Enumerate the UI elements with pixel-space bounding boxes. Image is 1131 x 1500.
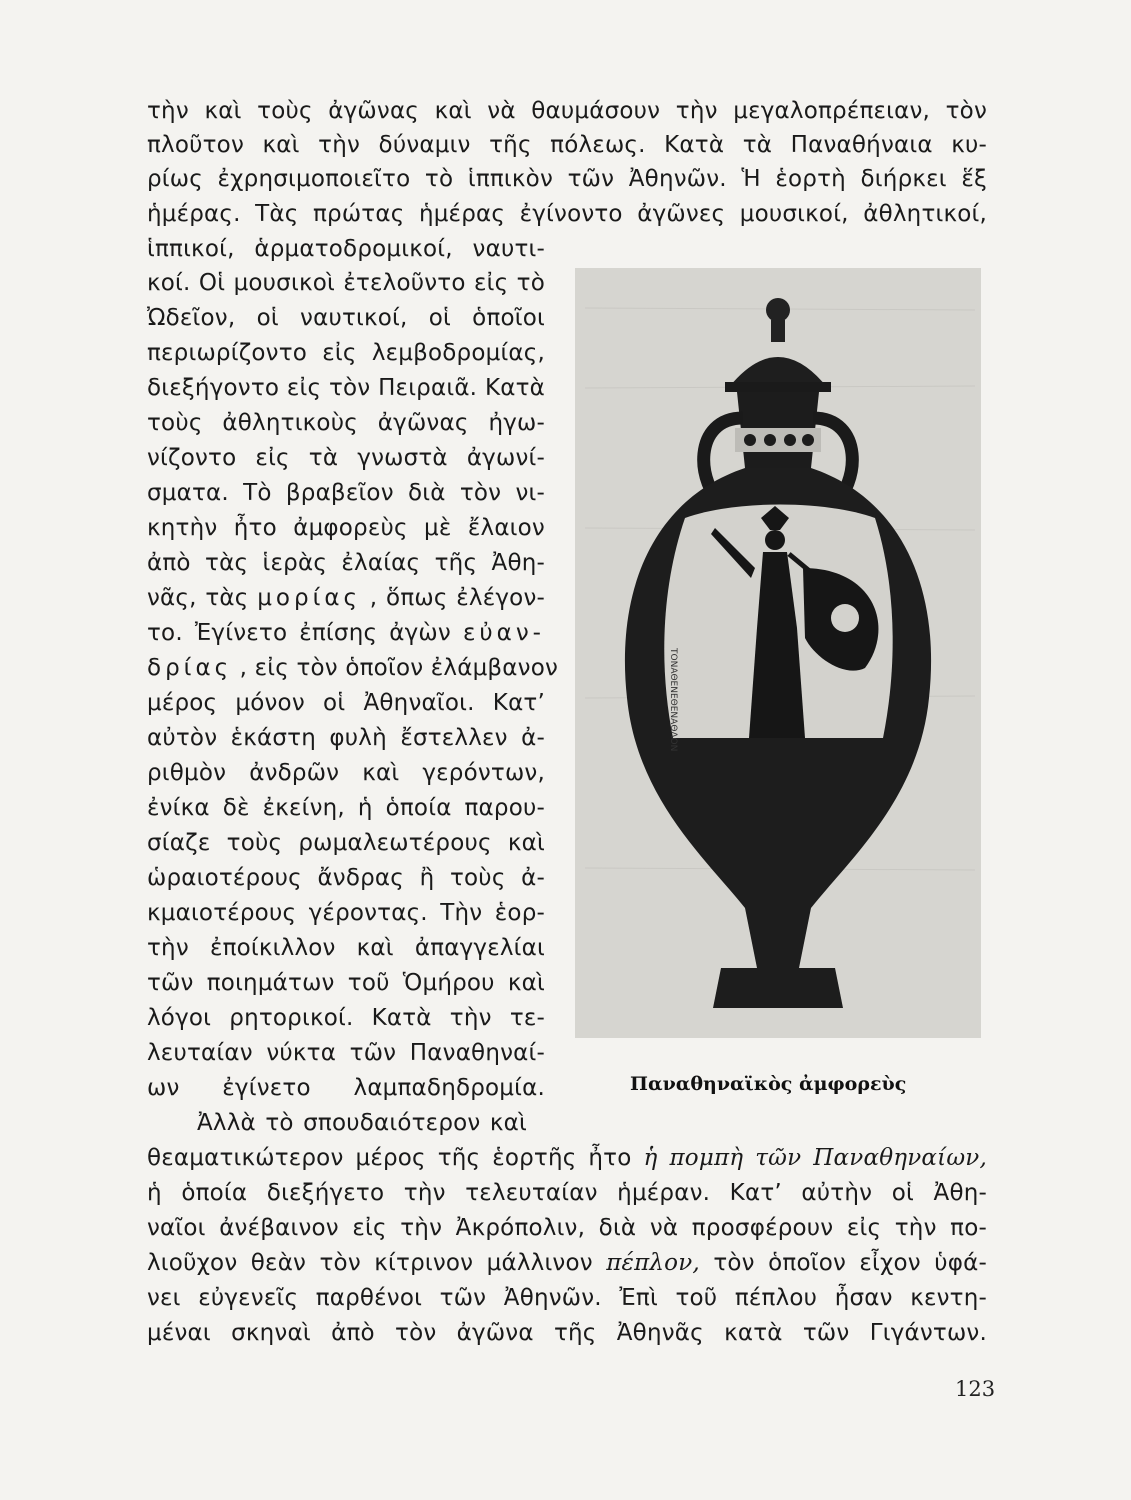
text-line: τὴν καὶ τοὺς ἀγῶνας καὶ νὰ θαυμάσουν τὴν μεγαλοπρέπειαν, τὸν (147, 98, 987, 124)
text-line: περιωρίζοντο εἰς λεμβοδρομίας, (147, 340, 545, 366)
figure-caption: Παναθηναϊκὸς ἀμφορεὺς (630, 1073, 907, 1095)
text-line: ἡ ὁποία διεξήγετο τὴν τελευταίαν ἡμέραν. Κατ’ αὐτὴν οἱ Ἀθη- (147, 1180, 987, 1206)
text-line: τῶν ποιημάτων τοῦ Ὁμήρου καὶ (147, 970, 545, 996)
text-line (147, 653, 559, 683)
text-line: Ἀλλὰ τὸ σπουδαιότερον καὶ (197, 1110, 527, 1136)
text-line: ἡμέρας. Τὰς πρώτας ἡμέρας ἐγίνοντο ἀγῶνες μουσικοί, ἀθλητικοί, (147, 201, 987, 227)
text-line: νει εὐγενεῖς παρθένοι τῶν Ἀθηνῶν. Ἐπὶ τοῦ πέπλου ἦσαν κεντη- (147, 1285, 987, 1311)
spaced-term: εὐαν- (462, 620, 545, 646)
text-segment: θεαματικώτερον μέρος τῆς ἑορτῆς ἦτο (147, 1145, 632, 1171)
text-line: πλοῦτον καὶ τὴν δύναμιν τῆς πόλεως. Κατὰ τὰ Παναθήναια κυ- (147, 132, 987, 158)
amphora-illustration (575, 268, 981, 1038)
text-segment: το. Ἐγίνετο ἐπίσης ἀγὼν (147, 620, 451, 646)
text-segment: , εἰς τὸν ὁποῖον ἐλάμβανον (239, 655, 559, 681)
spaced-term: δρίας (147, 655, 233, 681)
text-line: νίζοντο εἰς τὰ γνωστὰ ἀγωνί- (147, 445, 545, 471)
amphora-photo (575, 268, 981, 1038)
text-line: ἐνίκα δὲ ἐκείνη, ἡ ὁποία παρου- (147, 795, 545, 821)
text-line (147, 583, 545, 613)
vase-inscription: ΤΟΝΑΘΕΝΕΘΕΝΑΘΛΟΝ (668, 648, 678, 752)
text-line: Ὠδεῖον, οἱ ναυτικοί, οἱ ὁποῖοι (147, 305, 545, 331)
italic-term: πέπλον, (606, 1250, 700, 1276)
text-line: ναῖοι ἀνέβαινον εἰς τὴν Ἀκρόπολιν, διὰ νὰ προσφέρουν εἰς τὴν πο- (147, 1215, 987, 1241)
text-line: σίαζε τοὺς ρωμαλεωτέρους καὶ (147, 830, 545, 856)
text-line: αὐτὸν ἑκάστη φυλὴ ἔστελλεν ἀ- (147, 725, 545, 751)
text-segment: τὸν ὁποῖον εἶχον ὑφά- (713, 1250, 987, 1276)
text-line: μέναι σκηναὶ ἀπὸ τὸν ἀγῶνα τῆς Ἀθηνᾶς κατὰ τῶν Γιγάντων. (147, 1320, 987, 1346)
italic-term: ἡ πομπὴ τῶν Παναθηναίων, (643, 1145, 987, 1171)
text-line: ων ἐγίνετο λαμπαδηδρομία. (147, 1075, 545, 1101)
text-line: κητὴν ἦτο ἀμφορεὺς μὲ ἔλαιον (147, 515, 545, 541)
spaced-term: μορίας (257, 585, 362, 611)
text-line (147, 618, 545, 648)
text-line: μέρος μόνον οἱ Ἀθηναῖοι. Κατ’ (147, 690, 545, 716)
text-line: σματα. Τὸ βραβεῖον διὰ τὸν νι- (147, 480, 545, 506)
text-line: ρίως ἐχρησιμοποιεῖτο τὸ ἱππικὸν τῶν Ἀθηνῶν. Ἡ ἑορτὴ διήρκει ἕξ (147, 166, 987, 192)
text-line (147, 1143, 987, 1173)
text-line: λόγοι ρητορικοί. Κατὰ τὴν τε- (147, 1005, 545, 1031)
text-line: κμαιοτέρους γέροντας. Τὴν ἑορ- (147, 900, 545, 926)
text-line: ριθμὸν ἀνδρῶν καὶ γερόντων, (147, 760, 545, 786)
text-line: τοὺς ἀθλητικοὺς ἀγῶνας ἠγω- (147, 410, 545, 436)
text-line: ἀπὸ τὰς ἱερὰς ἐλαίας τῆς Ἀθη- (147, 550, 545, 576)
text-line: ἱππικοί, ἁρματοδρομικοί, ναυτι- (147, 236, 545, 262)
text-segment: λιοῦχον θεὰν τὸν κίτρινον μάλλινον (147, 1250, 593, 1276)
page-number: 123 (955, 1377, 996, 1401)
text-line: ὡραιοτέρους ἄνδρας ἢ τοὺς ἀ- (147, 865, 545, 891)
text-line: τὴν ἐποίκιλλον καὶ ἀπαγγελίαι (147, 935, 545, 961)
text-line: κοί. Οἱ μουσικοὶ ἐτελοῦντο εἰς τὸ (147, 270, 545, 296)
text-segment: , ὅπως ἐλέγον- (369, 585, 545, 611)
text-line (147, 1248, 987, 1278)
text-line: λευταίαν νύκτα τῶν Παναθηναί- (147, 1040, 545, 1066)
text-segment: νᾶς, τὰς (147, 585, 249, 611)
text-line: διεξήγοντο εἰς τὸν Πειραιᾶ. Κατὰ (147, 375, 545, 401)
